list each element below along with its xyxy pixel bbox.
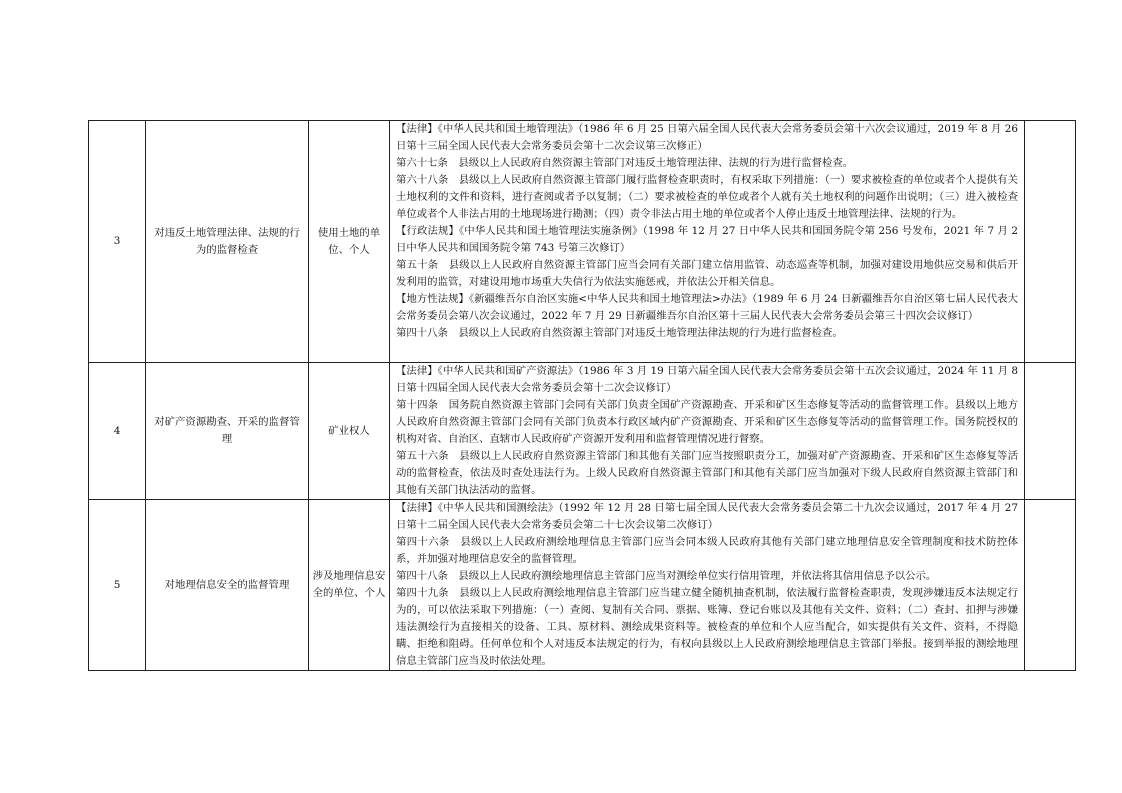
supervision-items-table [88, 120, 1076, 671]
row-number: 5 [89, 500, 146, 671]
table-row [89, 500, 1076, 671]
row-number: 3 [89, 121, 146, 363]
basis-paragraph: 【行政法规】《中华人民共和国土地管理法实施条例》（1998 年 12 月 27 日中华人民共和国国务院令第 256 号发布，2021 年 7 月 2 日中华人民共和国国务院令第 743 号第三次修订） [396, 225, 1018, 254]
basis-paragraph: 第六十八条 县级以上人民政府自然资源主管部门履行监督检查职责时，有权采取下列措施：（一）要求被检查的单位或者个人提供有关土地权利的文件和资料，进行查阅或者予以复制；（二）要求被检查的单位或者个人就有关土地权利的问题作出说明；（三）进入被检查单位或者个人非法占用的土地现场进行勘测；（四）责令非法占用土地的单位或者个人停止违反土地管理法律、法规的行为。 [396, 174, 1018, 220]
basis-paragraph: 【法律】《中华人民共和国测绘法》（1992 年 12 月 28 日第七届全国人民代表大会常务委员会第二十九次会议通过，2017 年 4 月 27 日第十二届全国人民代表大会常务委员会第二十七次会议第二次修订） [396, 502, 1018, 531]
basis-paragraph: 第四十九条 县级以上人民政府测绘地理信息主管部门应当建立健全随机抽查机制，依法履行监督检查职责，发现涉嫌违反本法规定行为的，可以依法采取下列措施：（一）查阅、复制有关合同、票据、账簿、登记台账以及其他有关文件、资料；（二）查封、扣押与涉嫌违法测绘行为直接相关的设备、工具、原材料、测绘成果资料等。被检查的单位和个人应当配合，如实提供有关文件、资料，不得隐瞒、拒绝和阻碍。任何单位和个人对违反本法规定的行为，有权向县级以上人民政府测绘地理信息主管部门举报。接到举报的测绘地理信息主管部门应当及时依法处理。 [396, 587, 1018, 667]
basis-paragraph: 【法律】《中华人民共和国矿产资源法》（1986 年 3 月 19 日第六届全国人民代表大会常务委员会第十五次会议通过，2024 年 11 月 8 日第十四届全国人民代表大会常务委员会第十二次会议修订） [396, 365, 1018, 394]
row-number: 4 [89, 363, 146, 500]
legal-basis [390, 121, 1025, 363]
basis-paragraph: 第六十七条 县级以上人民政府自然资源主管部门对违反土地管理法律、法规的行为进行监督检查。 [396, 157, 854, 169]
remarks-cell [1025, 121, 1076, 363]
supervision-object: 矿业权人 [309, 363, 390, 500]
basis-paragraph: 第十四条 国务院自然资源主管部门会同有关部门负责全国矿产资源勘查、开采和矿区生态修复等活动的监督管理工作。县级以上地方人民政府自然资源主管部门会同有关部门负责本行政区域内矿产资源勘查、开采和矿区生态修复等活动的监督管理工作。国务院授权的机构对省、自治区、直辖市人民政府矿产资源开发利用和监督管理情况进行督察。 [396, 399, 1018, 445]
basis-paragraph: 第五十六条 县级以上人民政府自然资源主管部门和其他有关部门应当按照职责分工，加强对矿产资源勘查、开采和矿区生态修复等活动的监督检查，依法及时查处违法行为。上级人民政府自然资源主管部门和其他有关部门应当加强对下级人民政府自然资源主管部门和其他有关部门执法活动的监督。 [396, 450, 1018, 496]
legal-basis [390, 363, 1025, 500]
basis-paragraph: 第五十条 县级以上人民政府自然资源主管部门应当会同有关部门建立信用监管、动态巡查等机制，加强对建设用地供应交易和供后开发利用的监管，对建设用地市场重大失信行为依法实施惩戒，并依法公开相关信息。 [396, 259, 1018, 288]
remarks-cell [1025, 363, 1076, 500]
table-row [89, 363, 1076, 500]
table-row [89, 121, 1076, 363]
basis-paragraph: 第四十六条 县级以上人民政府测绘地理信息主管部门应当会同本级人民政府其他有关部门建立地理信息安全管理制度和技术防控体系，并加强对地理信息安全的监督管理。 [396, 536, 1018, 565]
supervision-item: 对地理信息安全的监督管理 [146, 500, 309, 671]
basis-paragraph: 第四十八条 县级以上人民政府测绘地理信息主管部门应当对测绘单位实行信用管理，并依法将其信用信息予以公示。 [396, 570, 937, 582]
supervision-object: 使用土地的单位、个人 [309, 121, 390, 363]
basis-paragraph: 第四十八条 县级以上人民政府自然资源主管部门对违反土地管理法律法规的行为进行监督检查。 [396, 327, 843, 339]
basis-paragraph: 【地方性法规】《新疆维吾尔自治区实施<中华人民共和国土地管理法>办法》（1989 年 6 月 24 日新疆维吾尔自治区第七届人民代表大会常务委员会第八次会议通过，2022 年 7 月 29 日新疆维吾尔自治区第十三届人民代表大会常务委员会第三十四次会议修订） [396, 293, 1018, 322]
supervision-item: 对矿产资源勘查、开采的监督管理 [146, 363, 309, 500]
basis-paragraph: 【法律】《中华人民共和国土地管理法》（1986 年 6 月 25 日第六届全国人民代表大会常务委员会第十六次会议通过，2019 年 8 月 26 日第十三届全国人民代表大会常务委员会第十二次会议第三次修正） [396, 123, 1018, 152]
supervision-item: 对违反土地管理法律、法规的行为的监督检查 [146, 121, 309, 363]
remarks-cell [1025, 500, 1076, 671]
legal-basis [390, 500, 1025, 671]
supervision-object: 涉及地理信息安全的单位、个人 [309, 500, 390, 671]
